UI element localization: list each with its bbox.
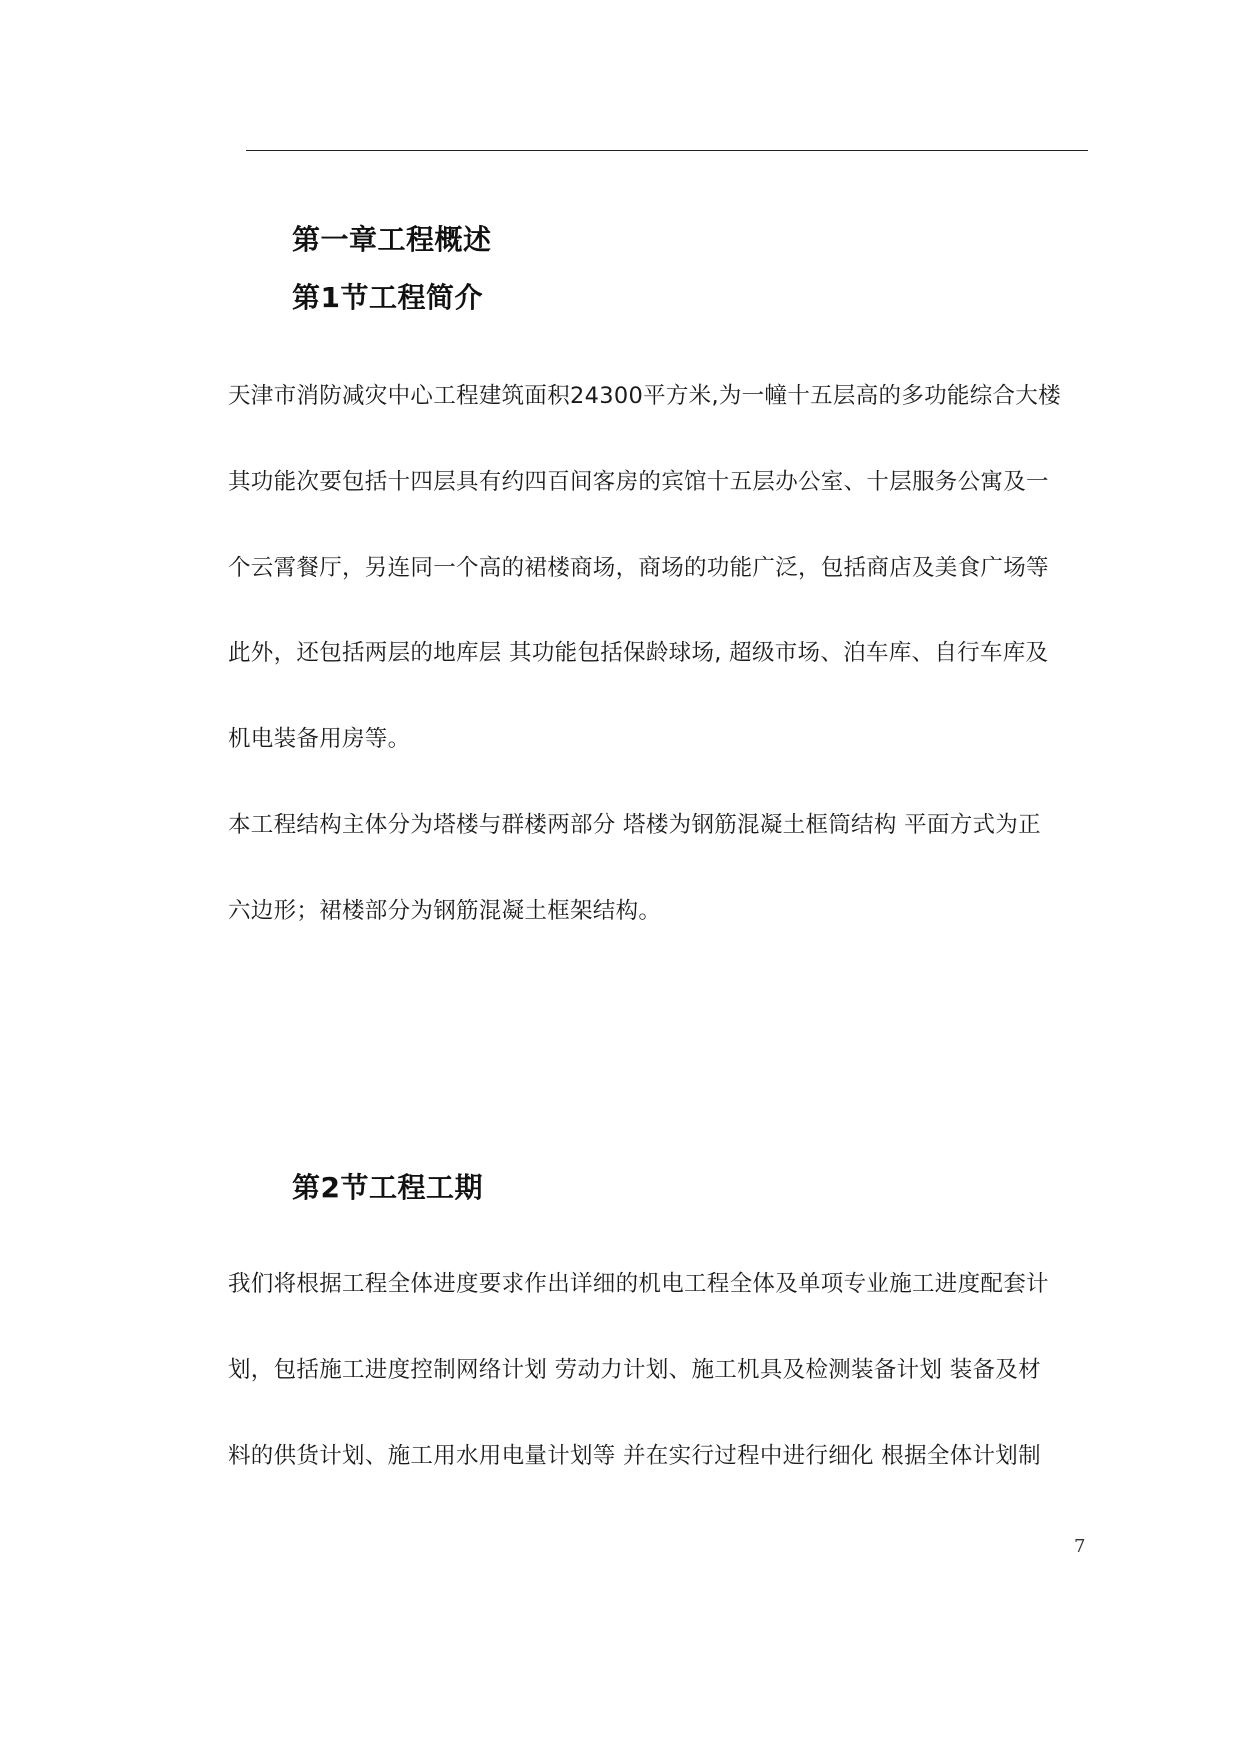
section-2-line: 我们将根据工程全体进度要求作出详细的机电工程全体及单项专业施工进度配套计 xyxy=(228,1271,1049,1297)
section-2-line: 划，包括施工进度控制网络计划 劳动力计划、施工机具及检测装备计划 装备及材 xyxy=(228,1357,1041,1383)
section-2-line: 料的供货计划、施工用水用电量计划等 并在实行过程中进行细化 根据全体计划制 xyxy=(228,1443,1041,1469)
section-1-line: 天津市消防减灾中心工程建筑面积24300平方米,为一幢十五层高的多功能综合大楼 xyxy=(228,383,1061,409)
section-1-line: 个云霄餐厅，另连同一个高的裙楼商场，商场的功能广泛，包括商店及美食广场等 xyxy=(228,555,1049,581)
header-rule xyxy=(246,150,1088,151)
section-1-line: 本工程结构主体分为塔楼与群楼两部分 塔楼为钢筋混凝土框筒结构 平面方式为正 xyxy=(228,812,1041,838)
section-2-title: 第2节工程工期 xyxy=(292,1171,483,1204)
section-1-line: 此外，还包括两层的地库层 其功能包括保龄球场, 超级市场、泊车库、自行车库及 xyxy=(228,640,1049,666)
section-1-line: 机电装备用房等。 xyxy=(228,726,411,752)
page-number: 7 xyxy=(1074,1536,1086,1557)
section-1-line: 六边形；裙楼部分为钢筋混凝土框架结构。 xyxy=(228,898,662,924)
section-1-line: 其功能次要包括十四层具有约四百间客房的宾馆十五层办公室、十层服务公寓及一 xyxy=(228,469,1049,495)
section-1-title: 第1节工程简介 xyxy=(292,281,483,314)
chapter-title: 第一章工程概述 xyxy=(292,223,492,256)
